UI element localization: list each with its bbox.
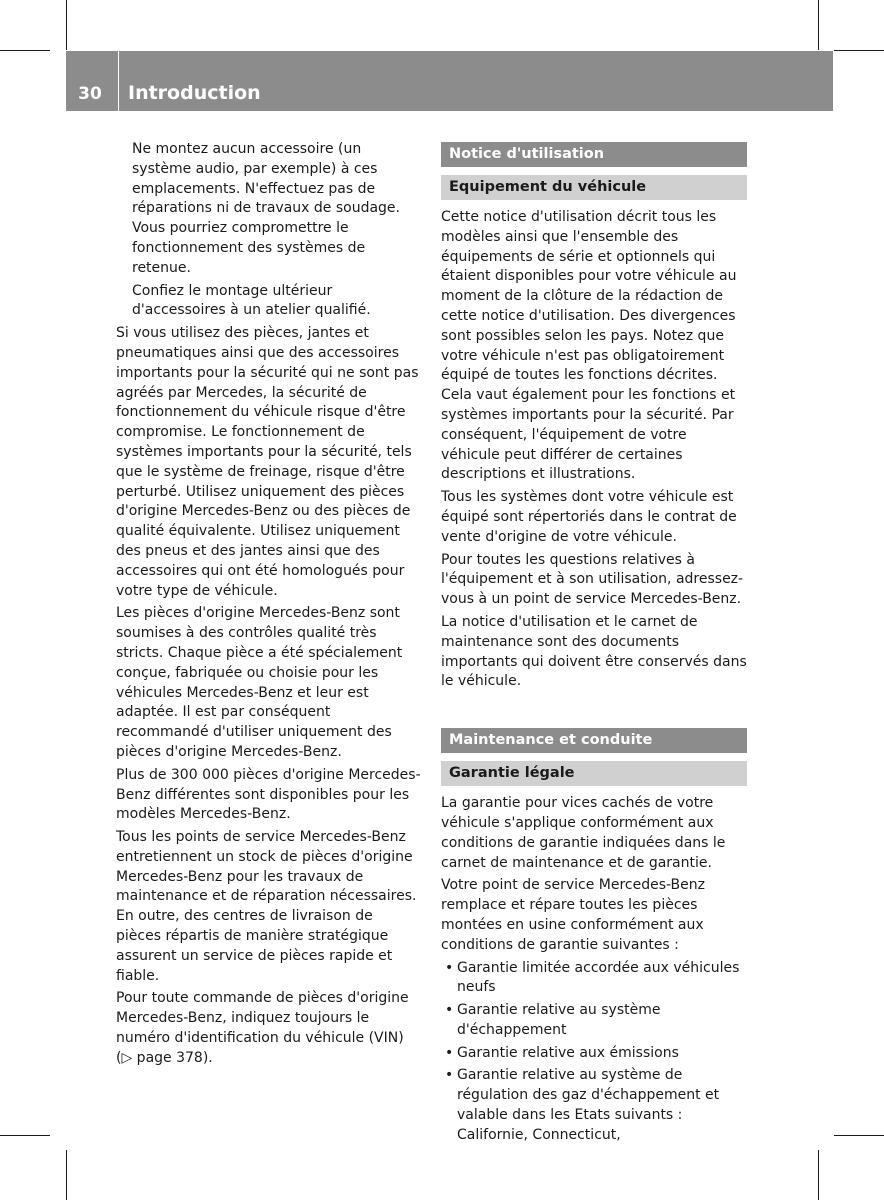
- body-paragraph: Plus de 300 000 pièces d'origine Mercedes-Benz différentes sont disponibles pour les modèles Mercedes-Benz.: [116, 766, 421, 823]
- list-item: • Garantie relative au système d'échappement: [441, 1001, 747, 1041]
- right-column: [441, 142, 747, 1149]
- list-item: • Garantie limitée accordée aux véhicules neufs: [441, 959, 747, 999]
- page-title: Introduction: [128, 82, 261, 104]
- left-column: [116, 140, 422, 1072]
- warranty-list: [441, 959, 747, 1146]
- crop-mark: [834, 1135, 884, 1136]
- crop-mark: [66, 0, 67, 50]
- subsection-heading: Equipement du véhicule: [441, 175, 747, 200]
- crop-mark: [834, 50, 884, 51]
- crop-mark: [818, 1150, 819, 1200]
- body-paragraph: Votre point de service Mercedes-Benz remplace et répare toutes les pièces montées en usine conformément aux conditions de garantie suivantes :: [441, 877, 705, 953]
- section-heading: Notice d'utilisation: [441, 142, 747, 167]
- crop-mark: [66, 1150, 67, 1200]
- list-item: • Garantie relative au système de régulation des gaz d'échappement et valable dans les Etats suivants : Californie, Connecticut,: [441, 1066, 747, 1145]
- body-paragraph: Tous les systèmes dont votre véhicule est équipé sont répertoriés dans le contrat de vente d'origine de votre véhicule.: [441, 489, 737, 545]
- list-item: • Garantie relative aux émissions: [441, 1044, 747, 1064]
- body-paragraph: Cette notice d'utilisation décrit tous les modèles ainsi que l'ensemble des équipements de série et optionnels qui étaient disponibles pour votre véhicule au moment de la clôture de la rédaction de cette notice d'utilisation. Des divergences sont possibles selon les pays. Notez que votre véhicule n'est pas obligatoirement équipé de toutes les fonctions décrites. Cela vaut également pour les fonctions et systèmes importants pour la sécurité. Par conséquent, l'équipement de votre véhicule peut différer de certaines descriptions et illustrations.: [441, 209, 737, 483]
- body-paragraph: Si vous utilisez des pièces, jantes et pneumatiques ainsi que des accessoires importants pour la sécurité qui ne sont pas agréés par Mercedes, la sécurité de fonctionnement du véhicule risque d'être compromise. Le fonctionnement de systèmes importants pour la sécurité, tels que le système de freinage, risque d'être perturbé. Utilisez uniquement des pièces d'origine Mercedes-Benz ou des pièces de qualité équivalente. Utilisez uniquement des pneus et des jantes ainsi que des accessoires qui ont été homologués pour votre type de véhicule.: [116, 325, 419, 599]
- body-paragraph: Ne montez aucun accessoire (un système audio, par exemple) à ces emplacements. N'effectuez pas de réparations ni de travaux de soudage. Vous pourriez compromettre le fonctionnement des systèmes de retenue.: [132, 141, 400, 276]
- body-paragraph: Les pièces d'origine Mercedes-Benz sont soumises à des contrôles qualité très stricts. Chaque pièce a été spécialement conçue, fabriquée ou choisie pour les véhicules Mercedes-Benz et leur est adaptée. Il est par conséquent recommandé d'utiliser uniquement des pièces d'origine Mercedes-Benz.: [116, 605, 403, 760]
- body-paragraph: La garantie pour vices cachés de votre véhicule s'applique conformément aux conditions de garantie indiquées dans le carnet de maintenance et de garantie.: [441, 795, 726, 871]
- crop-mark: [0, 50, 50, 51]
- header-divider: [118, 51, 119, 111]
- body-paragraph: Pour toute commande de pièces d'origine Mercedes-Benz, indiquez toujours le numéro d'identification du véhicule (VIN): [116, 990, 409, 1047]
- page-reference-link[interactable]: (▷ page 378).: [116, 1049, 213, 1066]
- body-paragraph: Tous les points de service Mercedes-Benz entretiennent un stock de pièces d'origine Mercedes-Benz pour les travaux de maintenance et de réparation nécessaires. En outre, des centres de livraison de pièces répartis de manière stratégique assurent un service de pièces rapide et fiable.: [116, 829, 417, 984]
- crop-mark: [0, 1135, 50, 1136]
- crop-mark: [818, 0, 819, 50]
- body-paragraph: Confiez le montage ultérieur d'accessoires à un atelier qualifié.: [132, 282, 371, 319]
- section-heading: Maintenance et conduite: [441, 728, 747, 753]
- page-number: 30: [78, 84, 102, 104]
- subsection-heading: Garantie légale: [441, 761, 747, 786]
- body-paragraph: Pour toutes les questions relatives à l'équipement et à son utilisation, adressez-vous à un point de service Mercedes-Benz.: [441, 551, 744, 608]
- body-paragraph: La notice d'utilisation et le carnet de maintenance sont des documents importants qui doivent être conservés dans le véhicule.: [441, 613, 747, 690]
- section-gap: [441, 695, 747, 728]
